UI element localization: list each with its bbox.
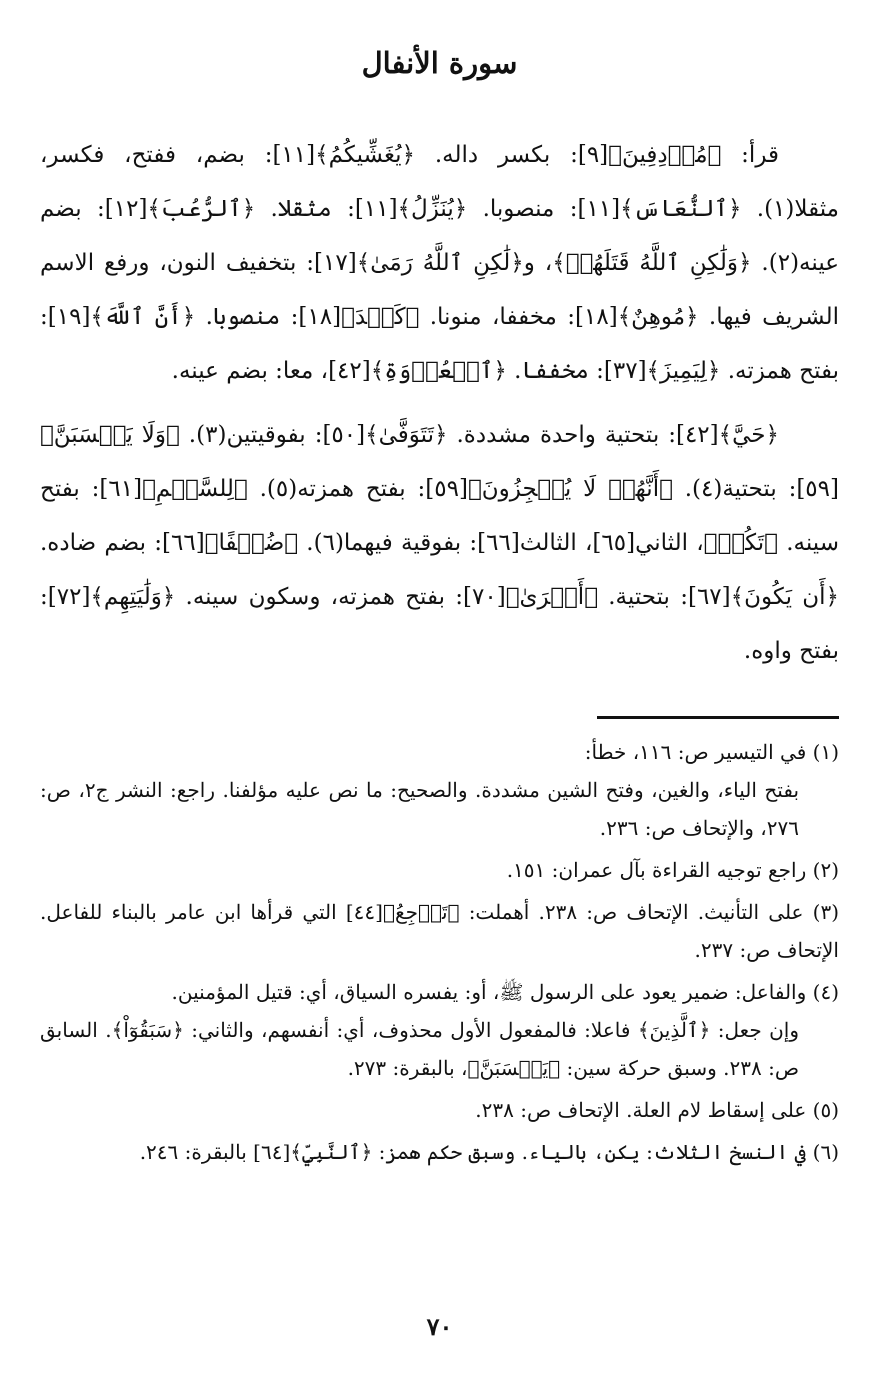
footnote-2 xyxy=(40,851,839,889)
footnote-1 xyxy=(40,733,839,847)
footnote-text: على إسقاط لام العلة. الإتحاف ص: ٢٣٨. xyxy=(475,1098,807,1122)
page xyxy=(40,0,839,1383)
footnote-6 xyxy=(40,1133,839,1171)
footnote-5 xyxy=(40,1091,839,1129)
main-text xyxy=(40,128,839,678)
footnotes xyxy=(40,733,839,1175)
footnote-4 xyxy=(40,973,839,1087)
footnote-number: (٢) xyxy=(812,858,839,882)
footnote-continuation: وإن جعل: ﴿ٱلَّذِينَ﴾ فاعلا: فالمفعول الأول محذوف، أي: أنفسهم، والثاني: ﴿سَبَقُوٓاْ﴾. السابق ص: ٢٣٨. وسبق حركة سين: ﴿يَحۡسَبَنَّ﴾، بالبقرة: ٢٧٣. xyxy=(40,1018,799,1080)
footnote-text: في التيسير ص: ١١٦، خطأ: xyxy=(584,740,807,764)
footnote-number: (٦) xyxy=(812,1140,839,1164)
footnote-divider xyxy=(597,716,839,719)
footnote-3 xyxy=(40,893,839,969)
footnote-text: في النسخ الثلاث: يكن، بالياء. وسبق حكم همز: ﴿ٱلنَّبِيِّ﴾[٦٤] بالبقرة: ٢٤٦. xyxy=(139,1140,807,1164)
footnote-text: على التأنيث. الإتحاف ص: ٢٣٨. أهملت: ﴿تَرۡجِعُ﴾[٤٤] التي قرأها ابن عامر بالبناء للفاعل. الإتحاف ص: ٢٣٧. xyxy=(40,900,839,962)
footnote-continuation: بفتح الياء، والغين، وفتح الشين مشددة. والصحيح: ما نص عليه مؤلفنا. راجع: النشر ج٢، ص: ٢٧٦، والإتحاف ص: ٢٣٦. xyxy=(40,778,800,840)
footnote-text: راجع توجيه القراءة بآل عمران: ١٥١. xyxy=(506,858,807,882)
paragraph-2: ﴿حَيَّ﴾[٤٢]: بتحتية واحدة مشددة. ﴿تَتَوَفَّىٰ﴾[٥٠]: بفوقيتين(٣). ﴿وَلَا يَحۡسَبَنَّ﴾[٥٩]: بتحتية(٤). ﴿أَنَّهُمۡ لَا يُعۡجِزُونَ﴾[٥٩]: بفتح همزته(٥). ﴿لِلسَّلۡمِ﴾[٦١]: بفتح سينه. ﴿تَكُنۡ﴾، الثاني[٦٥]، الثالث[٦٦]: بفوقية فيهما(٦). ﴿ضُعۡفًا﴾[٦٦]: بضم ضاده. ﴿أَن يَكُونَ﴾[٦٧]: بتحتية. ﴿أَسۡرَىٰ﴾[٧٠]: بفتح همزته، وسكون سينه. ﴿وَلَٰيَتِهِم﴾[٧٢]: بفتح واوه. xyxy=(40,422,839,664)
page-number: ٧٠ xyxy=(426,1312,453,1341)
paragraph-1: قرأ: ﴿مُرۡدِفِينَ﴾[٩]: بكسر داله. ﴿يُغَشِّيكُمُ﴾[١١]: بضم، ففتح، فكسر، مثقلا(١). ﴿ٱلنُّعَاسَ﴾[١١]: منصوبا. ﴿يُنَزِّلُ﴾[١١]: مثقلا. ﴿ٱلرُّعُبَ﴾[١٢]: بضم عينه(٢). ﴿وَلَٰكِنِ ٱللَّهُ قَتَلَهُمۡ﴾، و﴿لَٰكِنِ ٱللَّهُ رَمَىٰ﴾[١٧]: بتخفيف النون، ورفع الاسم الشريف فيها. ﴿مُوهِنٌ﴾[١٨]: مخففا، منونا. ﴿كَيۡدَ﴾[١٨]: منصوبا. ﴿أَنَّ ٱللَّهَ﴾[١٩]: بفتح همزته. ﴿لِيَمِيزَ﴾[٣٧]: مخففا. ﴿ٱلۡعُدۡوَةِ﴾[٤٢]، معا: بضم عينه. xyxy=(40,142,839,384)
footnote-text: والفاعل: ضمير يعود على الرسول ﷺ، أو: يفسره السياق، أي: قتيل المؤمنين. xyxy=(171,980,807,1004)
footnote-number: (٤) xyxy=(812,980,839,1004)
footnote-number: (٣) xyxy=(812,900,840,924)
footnote-number: (١) xyxy=(812,740,839,764)
page-title: سورة الأنفال xyxy=(361,46,518,80)
footnote-number: (٥) xyxy=(812,1098,839,1122)
